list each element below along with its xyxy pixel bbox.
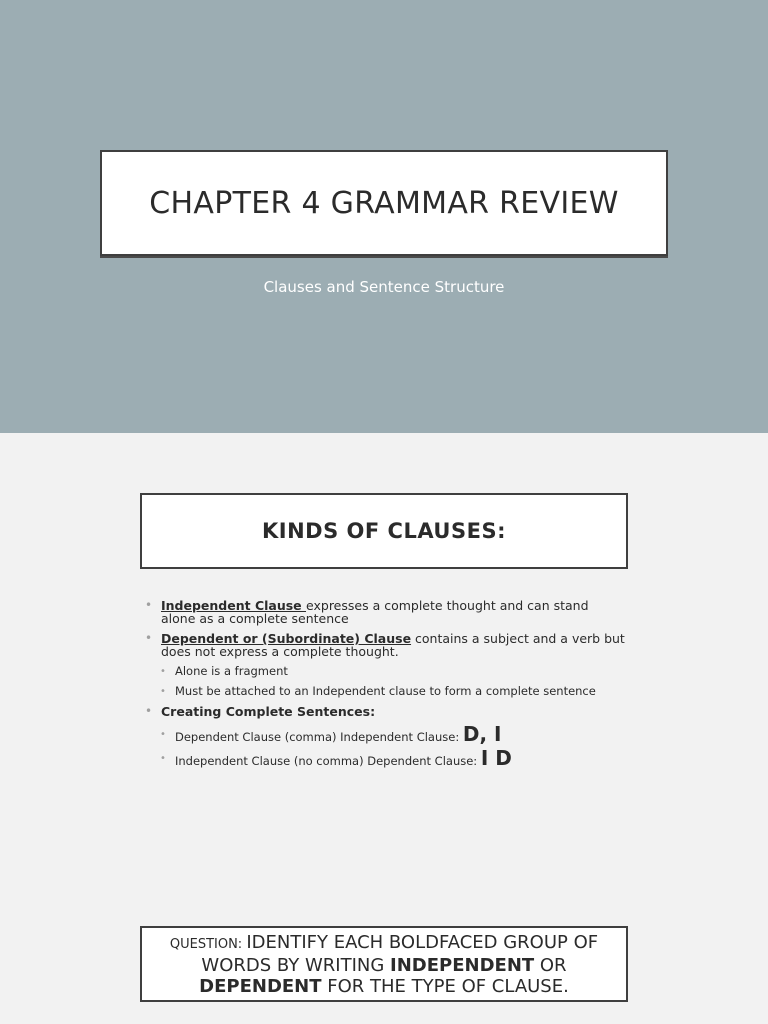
rule-formula: I D [480,746,512,770]
rule-formula: D, I [462,722,502,746]
question-box [140,926,628,1002]
term-dependent: Dependent or (Subordinate) Clause [161,631,412,646]
list-subitem [145,665,625,678]
subitem-text: Alone is a fragment [175,664,288,678]
title-box [100,150,668,256]
desc-independent: expresses a complete thought and can stand alone as a complete sentence [161,598,589,626]
slide-title: CHAPTER 4 GRAMMAR REVIEW [149,185,619,221]
question-bold: DEPENDENT [199,975,322,997]
subitem-text: Must be attached to an Independent clause to form a complete sentence [175,684,596,698]
question-text [142,932,626,997]
bullet-dot-icon: • [145,704,153,718]
creating-heading: Creating Complete Sentences: [161,704,376,719]
rule-text: Independent Clause (no comma) Dependent Clause: [175,754,481,768]
list-item [145,632,625,658]
desc-dependent: contains a subject and a verb but does not express a complete thought. [161,631,625,659]
question-label: QUESTION: [169,936,247,952]
bullet-dot-icon: • [145,598,153,612]
list-subitem [145,685,625,698]
list-item [145,599,625,625]
question-bold: INDEPENDENT [390,954,535,976]
content-slide [0,433,768,1024]
bullet-dot-icon: • [160,686,166,697]
question-part: OR [534,954,567,976]
question-part: IDENTIFY EACH BOLDFACED GROUP OF WORDS BY WRITING [201,931,599,976]
bullet-dot-icon: • [160,753,166,764]
slide-subtitle: Clauses and Sentence Structure [263,278,505,296]
bullet-dot-icon: • [160,666,166,677]
rule-text: Dependent Clause (comma) Independent Clause: [175,730,463,744]
list-subitem [145,746,625,770]
bullet-list [145,599,625,775]
question-part: FOR THE TYPE OF CLAUSE. [321,975,569,997]
slide-heading: KINDS OF CLAUSES: [262,519,506,543]
bullet-dot-icon: • [145,631,153,645]
bullet-dot-icon: • [160,729,166,740]
list-subitem [145,722,625,746]
list-item [145,705,625,718]
term-independent: Independent Clause [161,598,307,613]
heading-box [140,493,628,569]
title-slide [0,0,768,433]
